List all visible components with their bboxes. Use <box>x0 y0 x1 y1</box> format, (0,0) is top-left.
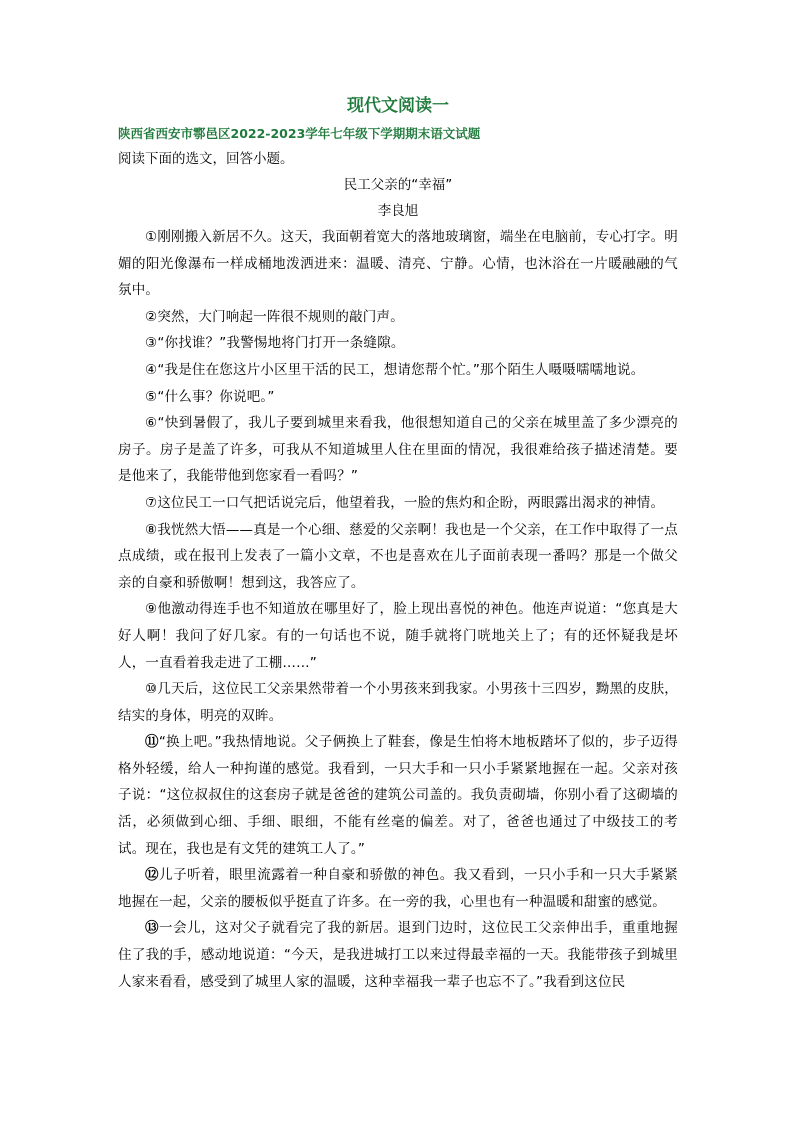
paragraph-text: 这位民工一口气把话说完后，他望着我，一脸的焦灼和企盼，两眼露出渴求的神情。 <box>157 494 665 511</box>
paragraph-number: ⑦ <box>145 494 158 511</box>
source-line: 陕西省西安市鄠邑区2022-2023学年七年级下学期期末语文试题 <box>118 126 481 141</box>
paragraph-text: 他激动得连手也不知道放在哪里好了，脸上现出喜悦的神色。他连声说道：“您真是大好人啊！我问了好几家。有的一句话也不说，随手就将门咣地关上了；有的还怀疑我是坏人，一直看着我走进了工棚……” <box>118 601 678 671</box>
intro-instruction: 阅读下面的选文，回答小题。 <box>118 151 294 167</box>
paragraph-number: ③ <box>145 335 158 352</box>
paragraph-text: 刚刚搬入新居不久。这天，我面朝着宽大的落地玻璃窗，端坐在电脑前，专心打字。明媚的阳光像瀑布一样成桶地泼洒进来：温暖、清亮、宁静。心情，也沐浴在一片暖融融的气氛中。 <box>118 229 678 299</box>
paragraph-number: ⑥ <box>145 415 158 432</box>
paragraph-text: “什么事？你说吧。” <box>157 388 275 405</box>
paragraph-5 <box>118 384 678 411</box>
paragraph-text: “我是住在您这片小区里干活的民工，想请您帮个忙。”那个陌生人嗫嗫嚅嚅地说。 <box>157 361 645 378</box>
paragraph-number: ④ <box>145 361 158 378</box>
page-title: 现代文阅读一 <box>347 96 449 116</box>
paragraph-6 <box>118 410 678 490</box>
paragraph-number: ② <box>145 308 158 325</box>
paragraph-7 <box>118 490 678 517</box>
paragraph-text: “换上吧。”我热情地说。父子俩换上了鞋套，像是生怕将木地板踏坏了似的，步子迈得格外轻缓，给人一种拘谨的感觉。我看到，一只大手和一只小手紧紧地握在一起。父亲对孩子说：“这位叔叔住的这套房子就是爸爸的建筑公司盖的。我负责砌墙，你别小看了这砌墙的活，必须做到心细、手细、眼细，不能有丝毫的偏差。对了，爸爸也通过了中级技工的考试。现在，我也是有文凭的建筑工人了。” <box>118 734 678 857</box>
paragraph-text: 突然，大门响起一阵很不规则的敲门声。 <box>157 308 404 325</box>
paragraph-8 <box>118 517 678 597</box>
paragraph-number: ⑬ <box>145 920 160 937</box>
paragraph-10 <box>118 676 678 729</box>
paragraph-number: ⑫ <box>145 867 160 884</box>
paragraph-text: 我恍然大悟——真是一个心细、慈爱的父亲啊！我也是一个父亲，在工作中取得了一点点成绩，或在报刊上发表了一篇小文章，不也是喜欢在儿子面前表现一番吗？那是一个做父亲的自豪和骄傲啊！想到这，我答应了。 <box>118 521 678 591</box>
paragraph-number: ⑨ <box>145 601 158 618</box>
paragraph-4 <box>118 357 678 384</box>
paragraph-2 <box>118 304 678 331</box>
paragraph-text: 一会儿，这对父子就看完了我的新居。退到门边时，这位民工父亲伸出手，重重地握住了我的手，感动地说道：“今天，是我进城打工以来过得最幸福的一天。我能带孩子到城里人家来看看，感受到了城里人家的温暖，这种幸福我一辈子也忘不了。”我看到这位民 <box>118 920 679 990</box>
paragraph-number: ⑩ <box>145 681 158 698</box>
paragraph-text: “快到暑假了，我儿子要到城里来看我，他很想知道自己的父亲在城里盖了多少漂亮的房子。房子是盖了许多，可我从不知道城里人住在里面的情况，我很难给孩子描述清楚。要是他来了，我能带他到您家看一看吗？” <box>118 415 678 485</box>
paragraph-text: “你找谁？”我警惕地将门打开一条缝隙。 <box>157 335 405 352</box>
paragraph-number: ⑤ <box>145 388 158 405</box>
paragraph-3 <box>118 330 678 357</box>
article-author: 李良旭 <box>377 203 419 219</box>
article-title: 民工父亲的“幸福” <box>343 177 453 193</box>
paragraph-9 <box>118 596 678 676</box>
paragraph-11 <box>118 729 678 862</box>
paragraph-13 <box>118 915 678 995</box>
paragraph-number: ⑪ <box>145 734 159 751</box>
document-page <box>118 92 678 995</box>
paragraph-number: ① <box>145 229 158 245</box>
paragraph-text: 几天后，这位民工父亲果然带着一个小男孩来到我家。小男孩十三四岁，黝黑的皮肤，结实的身体，明亮的双眸。 <box>118 681 678 724</box>
paragraph-12 <box>118 862 678 915</box>
paragraph-text: 儿子听着，眼里流露着一种自豪和骄傲的神色。我又看到，一只小手和一只大手紧紧地握在一起，父亲的腰板似乎挺直了许多。在一旁的我，心里也有一种温暖和甜蜜的感觉。 <box>118 867 679 910</box>
paragraph-1 <box>118 224 678 304</box>
paragraph-number: ⑧ <box>145 521 158 538</box>
